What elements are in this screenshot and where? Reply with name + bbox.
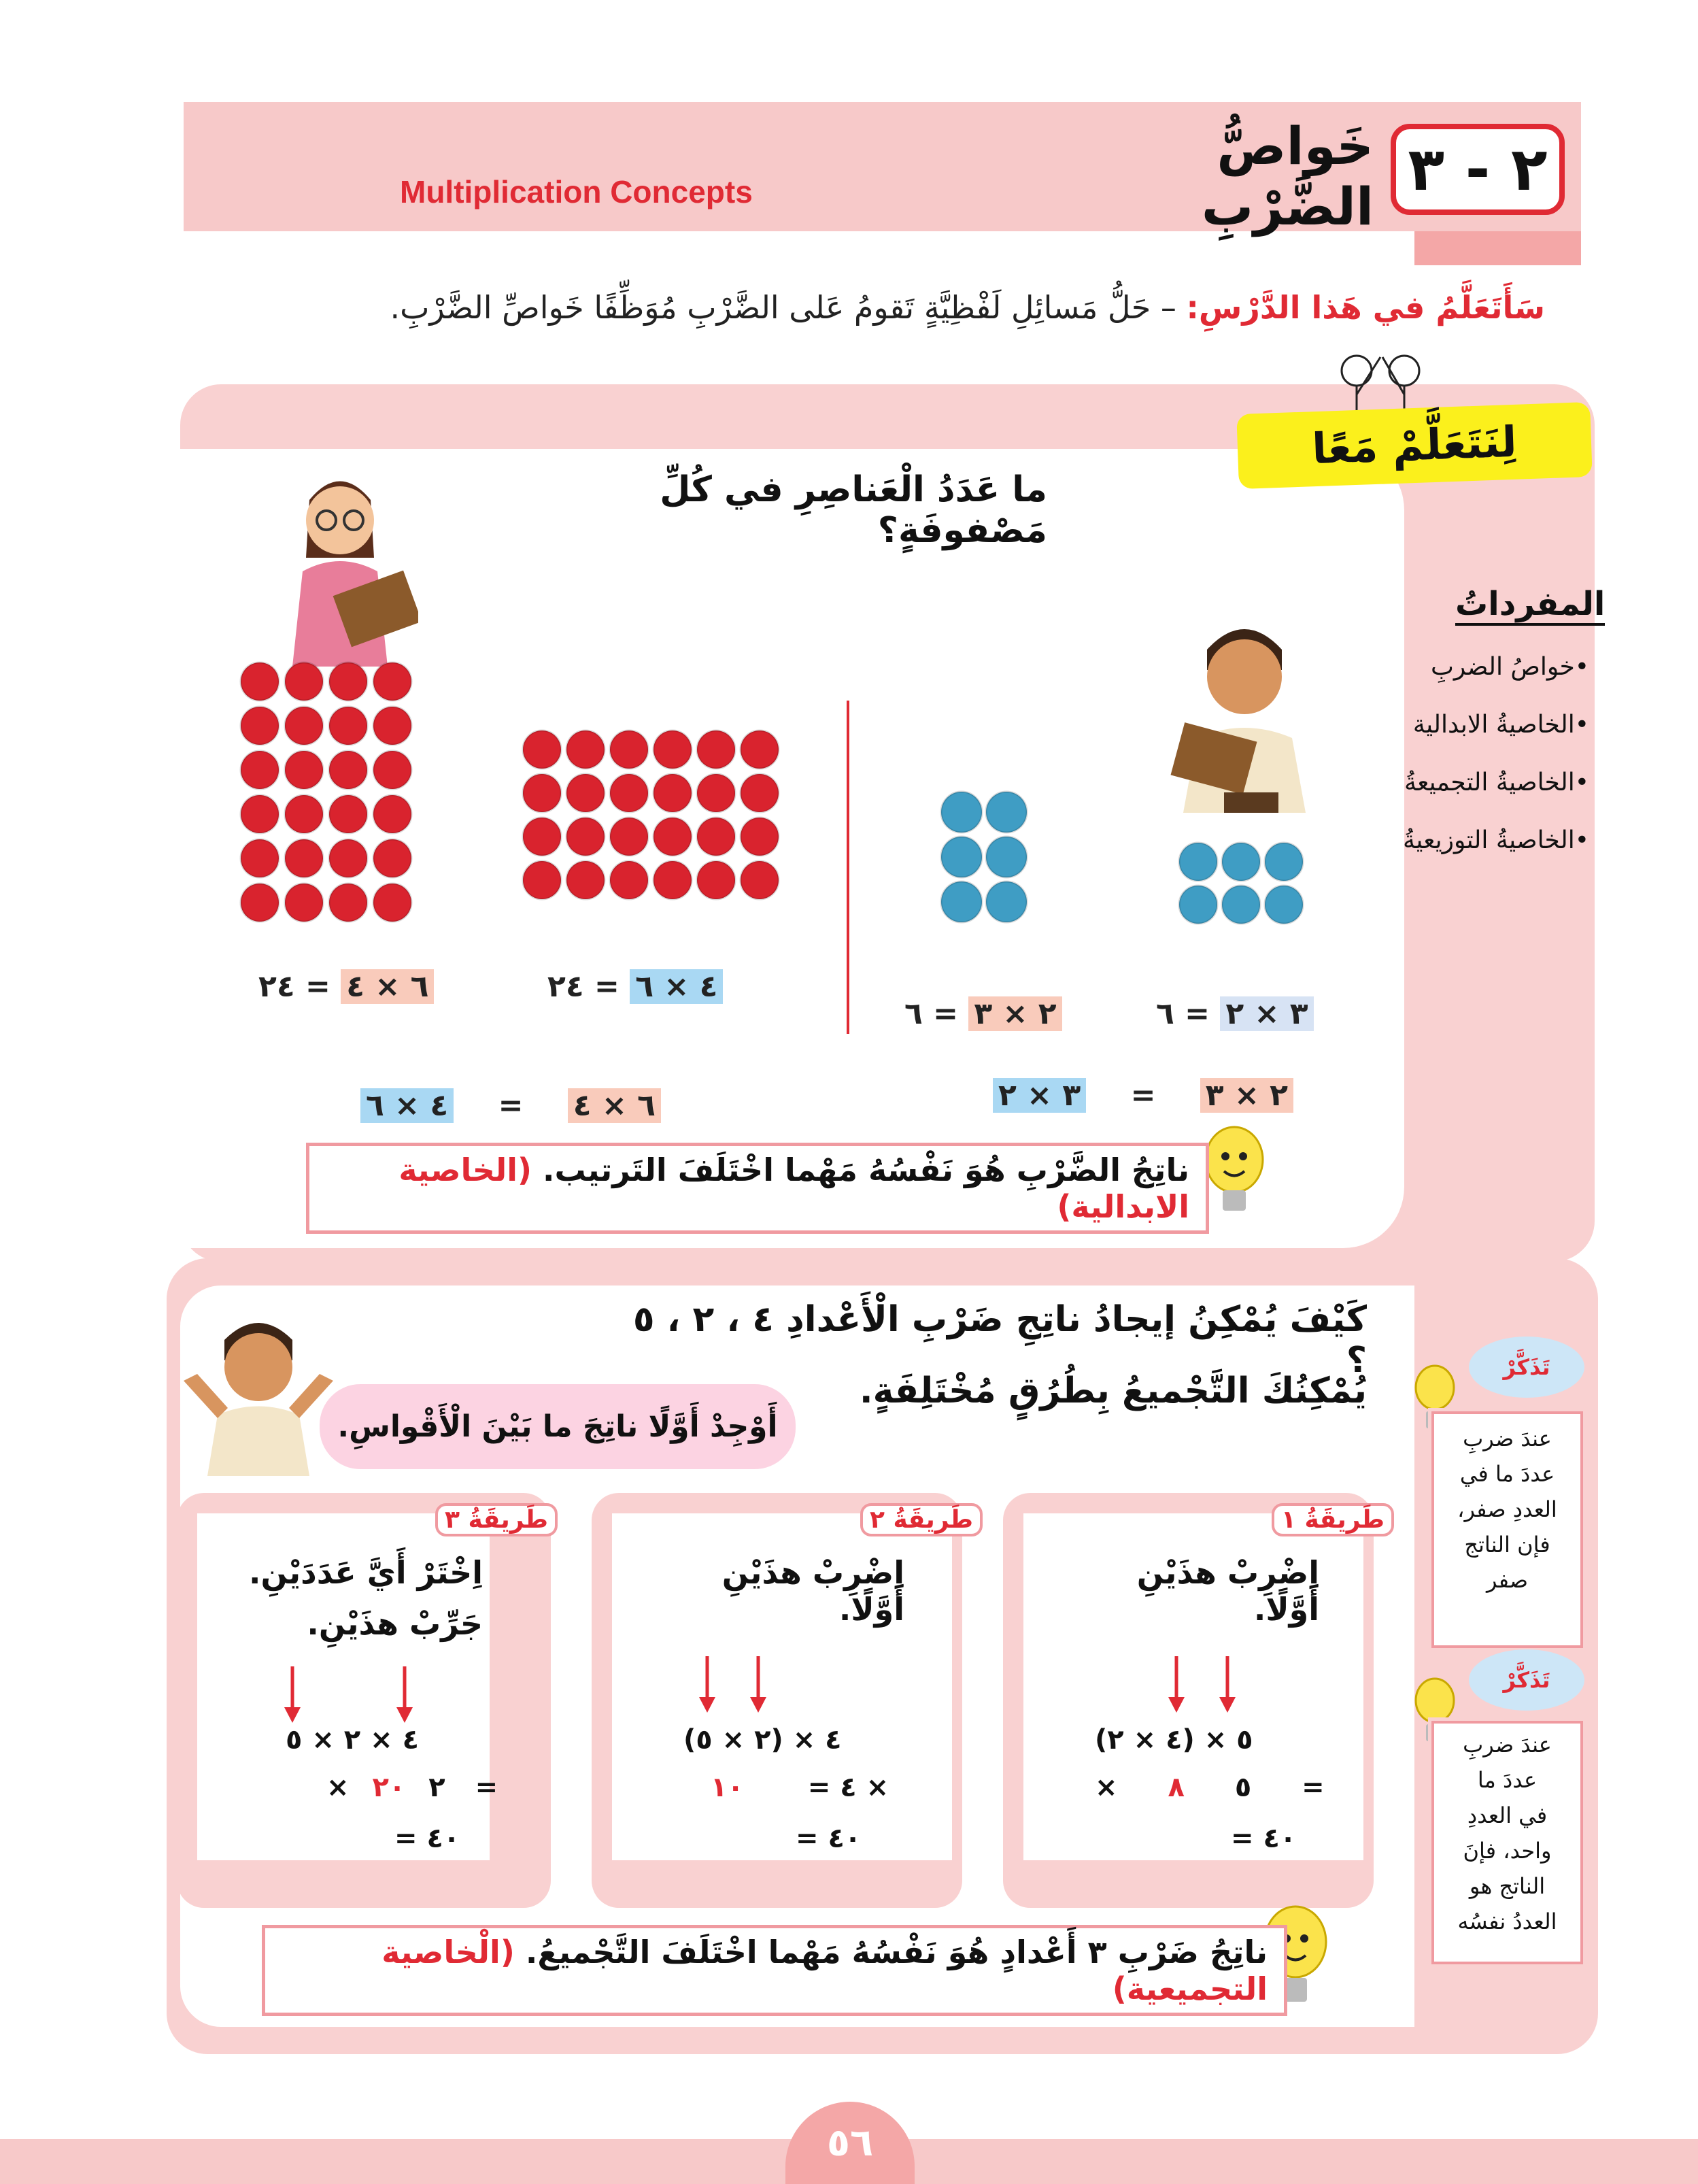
lesson-objective xyxy=(390,289,1545,326)
array-dot xyxy=(653,730,692,769)
method-line3: = ٤٠ xyxy=(1231,1823,1297,1854)
header-tab xyxy=(1414,231,1581,265)
compare-b: ٣ × ٢ xyxy=(993,1078,1086,1113)
compare-b: ٤ × ٦ xyxy=(360,1088,454,1123)
comparison-right xyxy=(993,1078,1293,1113)
lesson-title: خَواصُّ الضَّرْبِ xyxy=(1201,116,1374,237)
array-dot xyxy=(329,839,367,877)
array-dot xyxy=(566,774,605,812)
compare-a: ٢ × ٣ xyxy=(1200,1078,1293,1113)
result: = ٢٤ xyxy=(258,969,330,1004)
rule-text: ناتِجُ ضَرْبِ ٣ أَعْدادٍ هُوَ نَفْسُهُ مَهْما اخْتَلَفَ التَّجْميعُ. xyxy=(525,1934,1268,1970)
method-label: طَريقَةُ ٢ xyxy=(860,1503,983,1536)
vocabulary-item: •خواصُ الضربِ xyxy=(1431,653,1589,681)
array-dot xyxy=(329,795,367,833)
method-instruction: اِضْرِبْ هذَيْنِ أَوَّلًا. xyxy=(721,1554,904,1628)
array-dot xyxy=(1265,843,1303,881)
array-dot xyxy=(285,662,323,701)
equation-blue-wide xyxy=(1156,996,1314,1031)
method-line1: ٤ × (٢ × ٥) xyxy=(683,1724,842,1755)
array-dot xyxy=(653,818,692,856)
array-dot xyxy=(566,861,605,899)
expression: ٤ × ٦ xyxy=(630,969,723,1004)
equation-red-tall xyxy=(258,969,434,1004)
array-dot xyxy=(653,861,692,899)
girl-reading-illustration xyxy=(262,463,418,667)
remember-bubble: تَذَكَّرْ xyxy=(1469,1337,1584,1398)
array-dot xyxy=(697,818,735,856)
compare-equals: = xyxy=(498,1088,524,1123)
remember-box-1: عندَ ضربِ عددَ ما في العددِ صفر، فإن الناتج صفر xyxy=(1431,1411,1583,1648)
array-dot xyxy=(653,774,692,812)
method-label: طَريقَةُ ٣ xyxy=(435,1503,558,1536)
result: = ٢٤ xyxy=(547,969,619,1004)
array-dot xyxy=(285,884,323,922)
array-dot xyxy=(285,839,323,877)
method-instruction: اِخْتَرْ أَيَّ عَدَدَيْنِ. xyxy=(248,1554,483,1591)
array-dot xyxy=(741,730,779,769)
blue-array-2x3 xyxy=(1176,840,1312,928)
array-dot xyxy=(329,662,367,701)
expression: ٢ × ٣ xyxy=(968,996,1062,1031)
array-dot xyxy=(241,884,279,922)
rule-name: (الْخاصية التجميعية) xyxy=(381,1934,1268,2007)
remember-box-2: عندَ ضربِ عددَ ما في العددِ واحد، فإنَ الناتج هو العددُ نفسُه xyxy=(1431,1721,1583,1964)
array-dot xyxy=(523,774,561,812)
array-dot xyxy=(697,774,735,812)
array-dot xyxy=(373,884,411,922)
hint-bubble: أَوْجِدْ أَوَّلًا ناتِجَ ما بَيْنَ الْأَقْواسِ. xyxy=(320,1384,796,1469)
method-line2: × ٥ ٨ = xyxy=(1095,1772,1325,1803)
array-dot xyxy=(373,751,411,789)
expression: ٣ × ٢ xyxy=(1220,996,1313,1031)
array-dot xyxy=(285,795,323,833)
arrow-down-icons xyxy=(687,1653,789,1714)
vocabulary-item: •الخاصيةُ التجميعةُ xyxy=(1404,769,1589,796)
method-line2: ١٠ = ٤ × xyxy=(711,1772,889,1803)
section1-divider xyxy=(847,701,849,1034)
array-dot xyxy=(329,884,367,922)
compare-a: ٦ × ٤ xyxy=(568,1088,661,1123)
expression: ٦ × ٤ xyxy=(341,969,434,1004)
array-dot xyxy=(741,818,779,856)
boy-welcoming-illustration xyxy=(180,1306,337,1476)
array-dot xyxy=(241,707,279,745)
method-line3: = ٤٠ xyxy=(796,1823,862,1854)
arrow-down-icons xyxy=(279,1663,415,1724)
method-line1: ٤ × ٢ × ٥ xyxy=(286,1724,420,1755)
array-dot xyxy=(610,730,648,769)
lesson-subtitle: Multiplication Concepts xyxy=(400,174,753,209)
array-dot xyxy=(373,795,411,833)
array-dot xyxy=(1222,886,1260,924)
boy-thinking-illustration xyxy=(1170,609,1319,813)
rule-name: (الخاصية الابدالية) xyxy=(398,1152,1189,1225)
associative-rule-box xyxy=(262,1925,1287,2016)
vocabulary-title: المفرداتُ xyxy=(1455,585,1605,626)
vocabulary-item: •الخاصيةُ الابدالية xyxy=(1412,711,1589,739)
section2-question-line1: كَيْفَ يُمْكِنُ إيجادُ ناتِجِ ضَرْبِ الْأَعْدادِ ٤ ، ٢ ، ٥ ؟ xyxy=(632,1299,1367,1381)
red-array-6x4 xyxy=(238,660,442,925)
array-dot xyxy=(1222,843,1260,881)
array-dot xyxy=(241,795,279,833)
array-dot xyxy=(373,662,411,701)
array-dot xyxy=(697,861,735,899)
method-line2: × ٢ ٢٠ = xyxy=(326,1772,498,1803)
learn-together-banner: لِنَتَعَلَّمْ مَعًا xyxy=(1236,402,1593,489)
array-dot xyxy=(1265,886,1303,924)
array-dot xyxy=(373,707,411,745)
vocabulary-item: •الخاصيةُ التوزيعيةُ xyxy=(1403,826,1589,854)
red-array-4x6 xyxy=(520,728,785,925)
remember-bubble: تَذَكَّرْ xyxy=(1469,1649,1584,1711)
section1-question: ما عَدَدُ الْعَناصِرِ في كُلِّ مَصْفوفَةٍ؟ xyxy=(660,469,1047,551)
array-dot xyxy=(373,839,411,877)
array-dot xyxy=(610,861,648,899)
arrow-down-icons xyxy=(1156,1653,1258,1714)
array-dot xyxy=(566,730,605,769)
array-dot xyxy=(329,707,367,745)
array-dot xyxy=(241,662,279,701)
commutative-rule-box xyxy=(306,1143,1209,1234)
array-dot xyxy=(941,792,982,833)
method-line3: = ٤٠ xyxy=(394,1823,460,1854)
blue-array-3x2 xyxy=(938,789,1034,925)
array-dot xyxy=(566,818,605,856)
array-dot xyxy=(697,730,735,769)
equation-red-wide xyxy=(547,969,723,1004)
method-instruction-2: جَرِّبْ هذَيْنِ. xyxy=(307,1605,483,1642)
array-dot xyxy=(241,751,279,789)
objective-label: سَأَتَعَلَّمُ في هَذا الدَّرْسِ: xyxy=(1186,289,1545,326)
method-instruction: اِضْرِبْ هذَيْنِ أَوَّلًا. xyxy=(1136,1554,1319,1628)
result: = ٦ xyxy=(904,996,959,1031)
array-dot xyxy=(523,861,561,899)
array-dot xyxy=(741,861,779,899)
array-dot xyxy=(329,751,367,789)
lesson-number: ٢ - ٣ xyxy=(1391,124,1565,215)
page-number: ٥٦ xyxy=(785,2102,915,2184)
array-dot xyxy=(610,774,648,812)
rule-text: ناتِجُ الضَّرْبِ هُوَ نَفْسُهُ مَهْما اخْتَلَفَ التَرتيب. xyxy=(543,1152,1189,1188)
array-dot xyxy=(285,751,323,789)
method-label: طَريقَةُ ١ xyxy=(1272,1503,1394,1536)
array-dot xyxy=(285,707,323,745)
compare-equals: = xyxy=(1130,1078,1156,1113)
array-dot xyxy=(741,774,779,812)
array-dot xyxy=(1179,843,1217,881)
array-dot xyxy=(941,837,982,877)
array-dot xyxy=(986,881,1027,922)
array-dot xyxy=(523,818,561,856)
section2-question-line2: يُمْكِنُكَ التَّجْميعُ بِطُرُقٍ مُخْتَلِفَةٍ. xyxy=(859,1371,1367,1411)
method-line1: (٤ × ٢) × ٥ xyxy=(1095,1724,1253,1755)
result: = ٦ xyxy=(1156,996,1210,1031)
array-dot xyxy=(986,837,1027,877)
array-dot xyxy=(1179,886,1217,924)
objective-text: – حَلُّ مَسائِلِ لَفْظِيَّةٍ تَقومُ عَلى الضَّرْبِ مُوَظِّفًا خَواصِّ الضَّرْبِ. xyxy=(390,289,1176,326)
array-dot xyxy=(941,881,982,922)
comparison-left xyxy=(360,1088,661,1123)
array-dot xyxy=(610,818,648,856)
array-dot xyxy=(523,730,561,769)
array-dot xyxy=(241,839,279,877)
equation-blue-tall xyxy=(904,996,1062,1031)
array-dot xyxy=(986,792,1027,833)
